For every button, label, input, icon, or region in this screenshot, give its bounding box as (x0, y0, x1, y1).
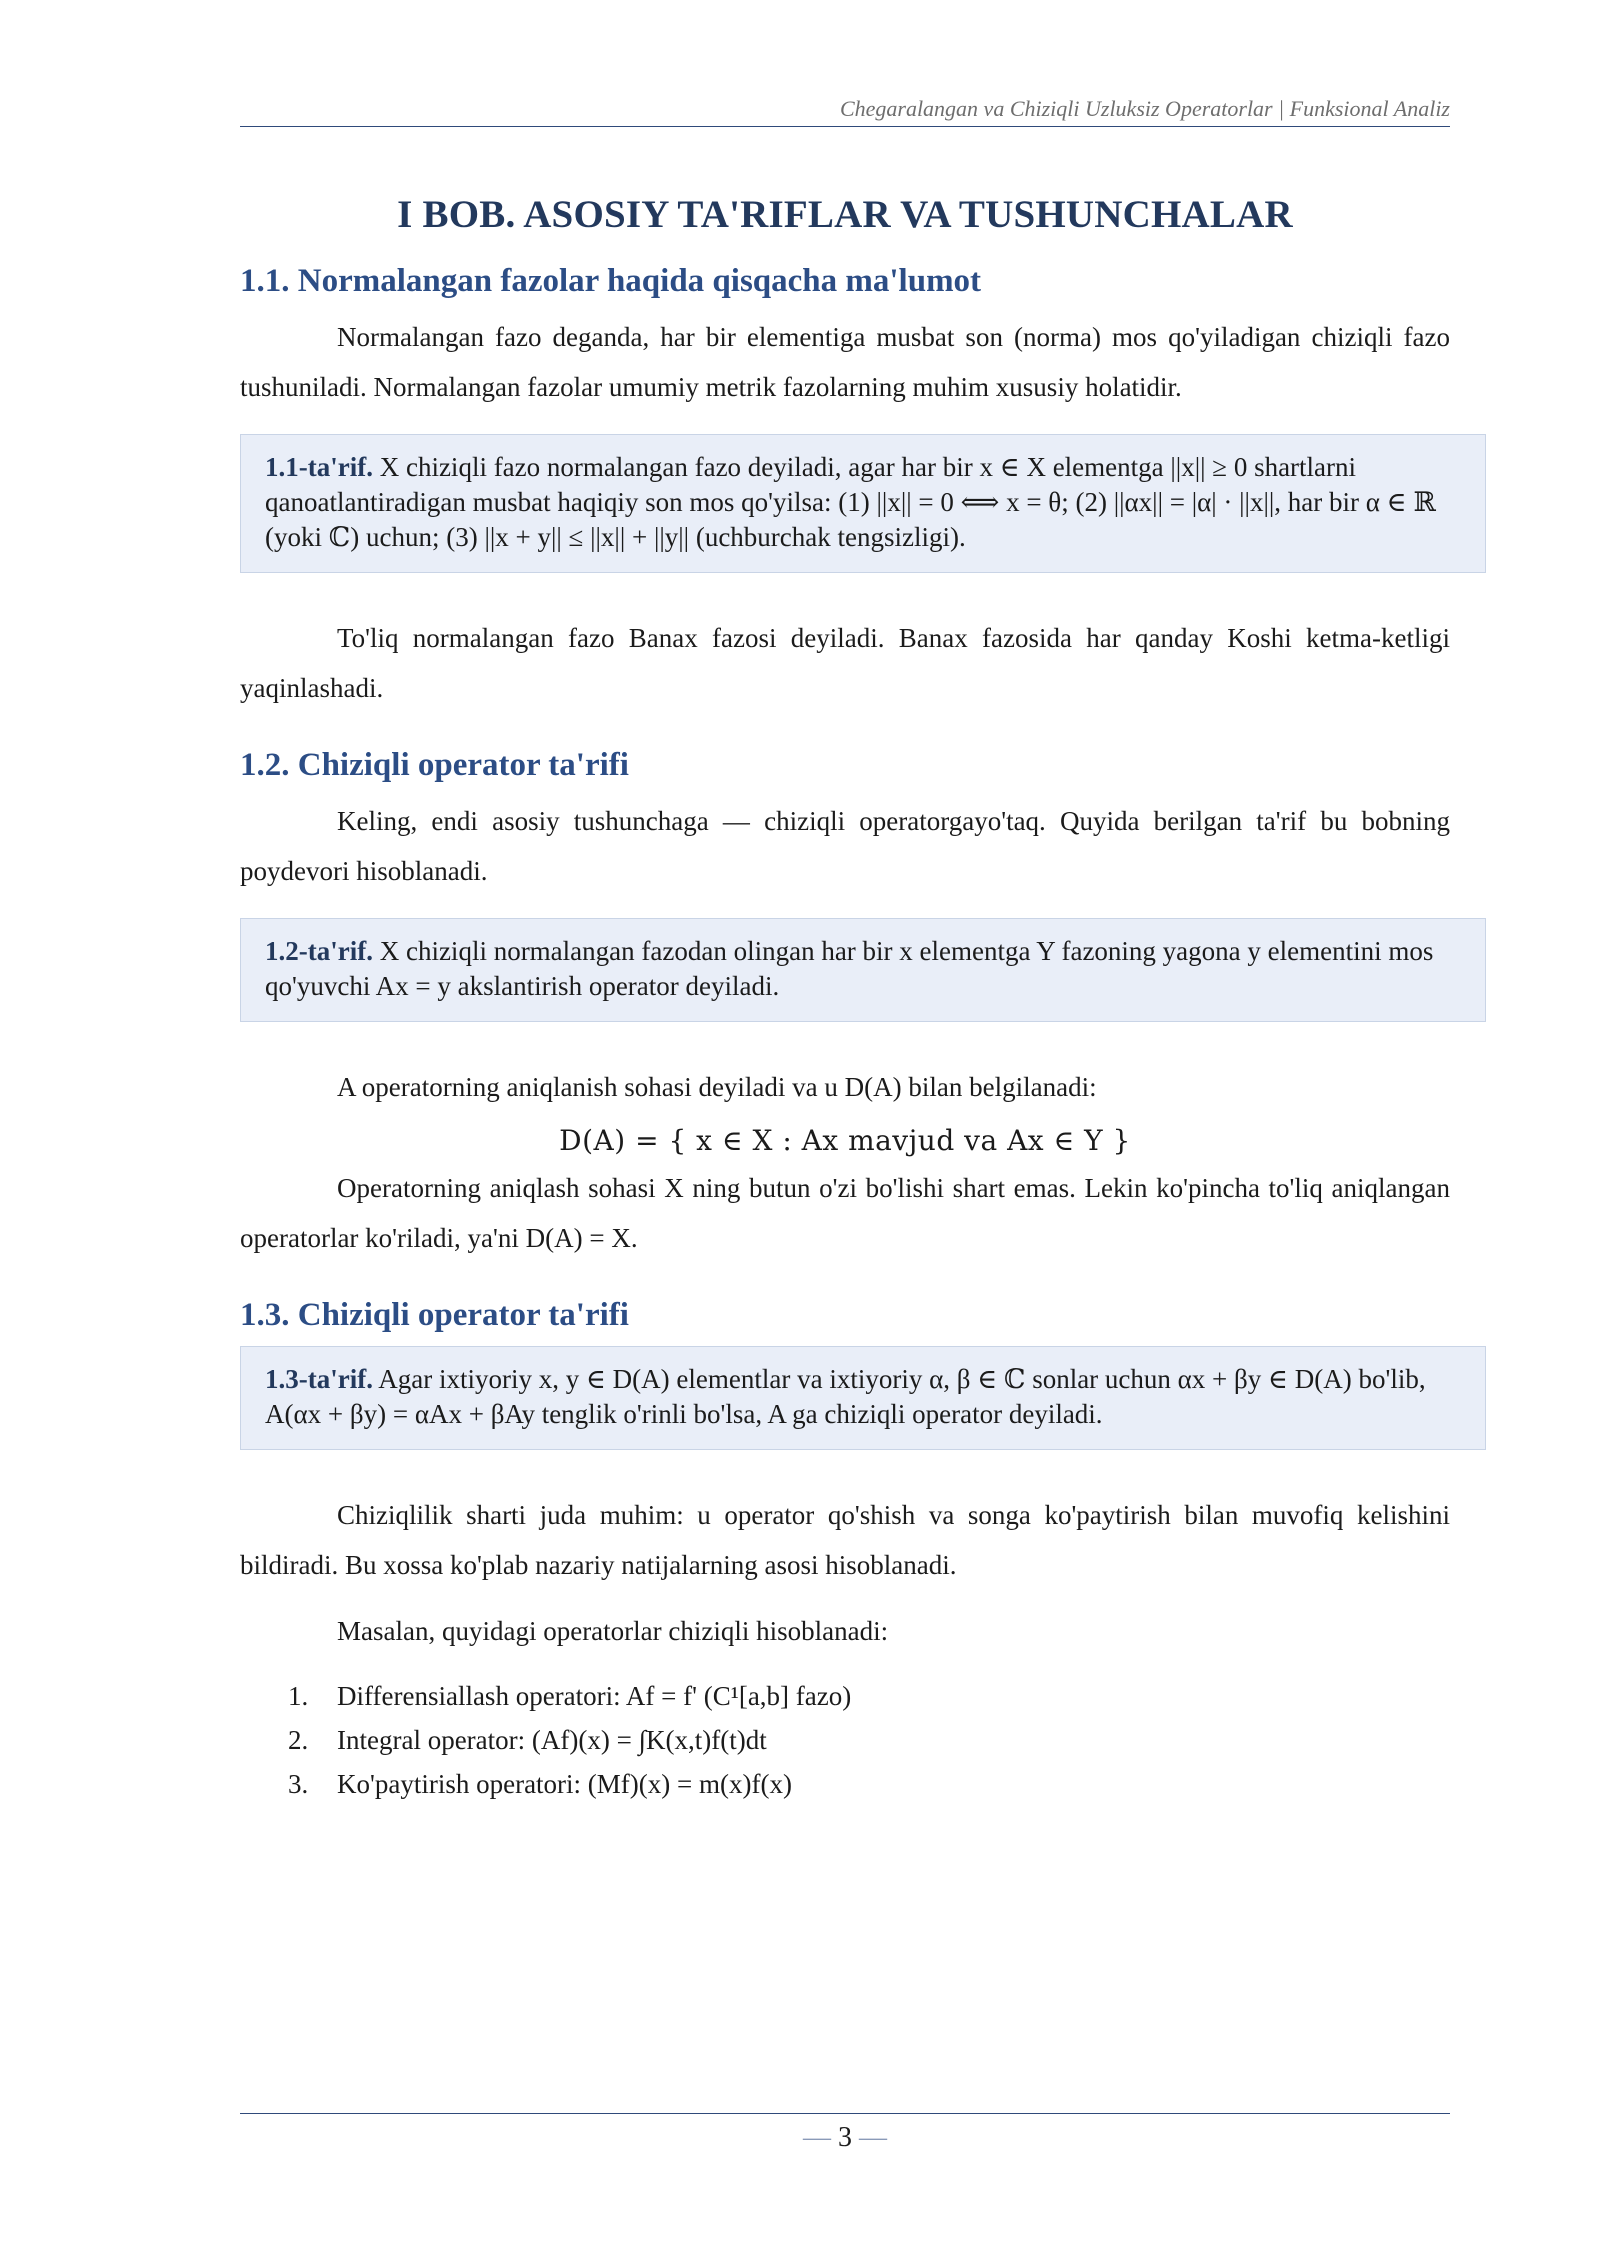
section-heading-1-2: 1.2. Chiziqli operator ta'rifi (240, 747, 629, 783)
definition-box-1-1 (240, 434, 1486, 573)
examples-list (240, 1674, 1450, 1806)
paragraph-normed-intro: Normalangan fazo deganda, har bir elementiga musbat son (norma) mos qo'yiladigan chiziqli fazo tushuniladi. Normalangan fazolar umumiy metrik fazolarning muhim xususiy holatidir. (240, 322, 1450, 402)
header-rule (240, 126, 1450, 127)
section-heading-1-1: 1.1. Normalangan fazolar haqida qisqacha ma'lumot (240, 263, 982, 299)
page-content (240, 192, 1450, 1806)
list-item (240, 1674, 1450, 1718)
definition-text: X chiziqli fazo normalangan fazo deyiladi, agar har bir x ∈ X elementga ||x|| ≥ 0 shartlarni qanoatlantiradigan musbat haqiqiy son mos qo'yilsa: (1) ||x|| = 0 ⟺ x = θ; (2) ||αx|| = |α| · ||x||, har bir α ∈ ℝ (yoki ℂ) uchun; (3) ||x + y|| ≤ ||x|| + ||y|| (uchburchak tengsizligi). (265, 452, 1436, 552)
page-number-dash-right: — (852, 2122, 887, 2153)
list-text: Integral operator: (Af)(x) = ∫K(x,t)f(t)dt (337, 1725, 767, 1755)
list-text: Differensiallash operatori: Af = f' (C¹[a,b] fazo) (337, 1681, 852, 1711)
definition-label: 1.3-ta'rif. (265, 1364, 373, 1394)
paragraph-domain: A operatorning aniqlanish sohasi deyiladi va u D(A) bilan belgilanadi: (337, 1072, 1097, 1102)
domain-formula: D(A) = { x ∈ X : Ax mavjud va Ax ∈ Y } (559, 1124, 1131, 1157)
page-number-value: 3 (838, 2122, 852, 2153)
definition-label: 1.1-ta'rif. (265, 452, 373, 482)
definition-text: X chiziqli normalangan fazodan olingan har bir x elementga Y fazoning yagona y elementini mos qo'yuvchi Ax = y akslantirish operator deyiladi. (265, 936, 1434, 1001)
list-number: 2. (288, 1725, 309, 1755)
footer-rule (240, 2113, 1450, 2114)
list-number: 3. (288, 1769, 309, 1799)
definition-box-1-2 (240, 918, 1486, 1022)
definition-text: Agar ixtiyoriy x, y ∈ D(A) elementlar va ixtiyoriy α, β ∈ ℂ sonlar uchun αx + βy ∈ D(A) bo'lib, A(αx + βy) = αAx + βAy tenglik o'rinli bo'lsa, A ga chiziqli operator deyiladi. (265, 1364, 1426, 1429)
list-number: 1. (288, 1681, 309, 1711)
paragraph-banach: To'liq normalangan fazo Banax fazosi deyiladi. Banax fazosida har qanday Koshi ketma-ketligi yaqinlashadi. (240, 623, 1450, 703)
list-item (240, 1762, 1450, 1806)
paragraph-domain-note: Operatorning aniqlash sohasi X ning butun o'zi bo'lishi shart emas. Lekin ko'pincha to'liq aniqlangan operatorlar ko'riladi, ya'ni D(A) = X. (240, 1173, 1450, 1253)
page-number (240, 2122, 1450, 2154)
paragraph-linearity: Chiziqlilik sharti juda muhim: u operator qo'shish va songa ko'paytirish bilan muvofiq kelishini bildiradi. Bu xossa ko'plab nazariy natijalarning asosi hisoblanadi. (240, 1500, 1450, 1580)
paragraph-examples-intro: Masalan, quyidagi operatorlar chiziqli hisoblanadi: (337, 1616, 889, 1646)
section-heading-1-3: 1.3. Chiziqli operator ta'rifi (240, 1297, 629, 1333)
list-item (240, 1718, 1450, 1762)
page-number-dash-left: — (803, 2122, 838, 2153)
definition-label: 1.2-ta'rif. (265, 936, 373, 966)
chapter-title: I BOB. ASOSIY TA'RIFLAR VA TUSHUNCHALAR (397, 193, 1293, 236)
paragraph-operator-intro: Keling, endi asosiy tushunchaga — chiziqli operatorgayo'taq. Quyida berilgan ta'rif bu bobning poydevori hisoblanadi. (240, 806, 1450, 886)
running-header: Chegaralangan va Chiziqli Uzluksiz Operatorlar | Funksional Analiz (839, 96, 1450, 121)
list-text: Ko'paytirish operatori: (Mf)(x) = m(x)f(x) (337, 1769, 792, 1799)
definition-box-1-3 (240, 1346, 1486, 1450)
